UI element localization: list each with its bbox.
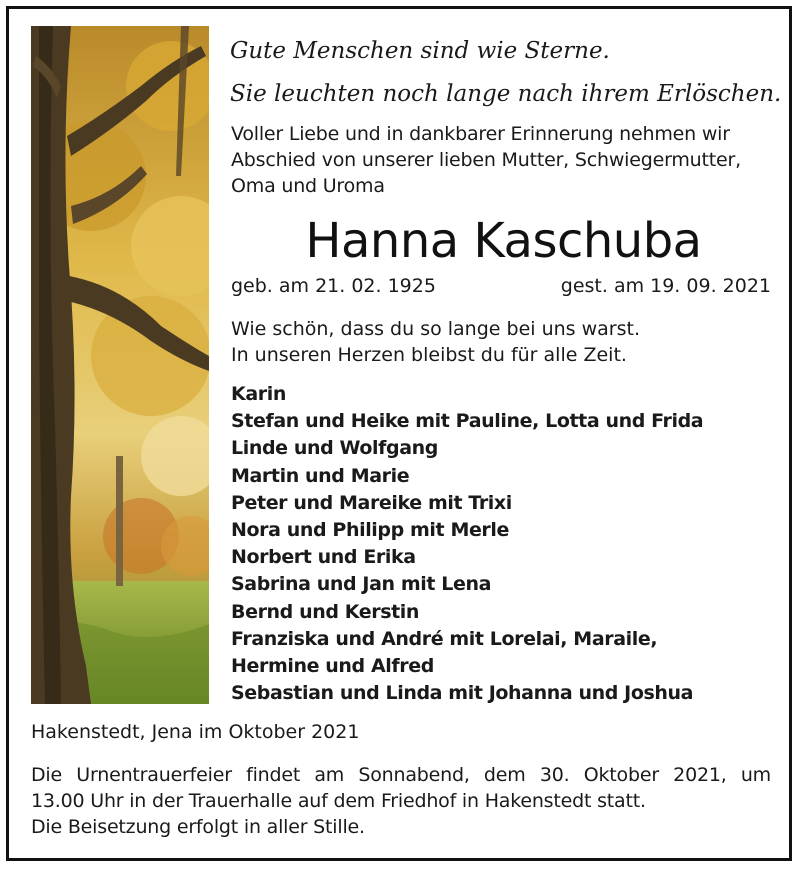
family-member: Sebastian und Linda mit Johanna und Joshua [231,682,694,705]
memorial-quote [230,30,781,116]
family-member: Karin [231,383,286,405]
family-member: Hermine und Alfred [231,655,434,678]
death-date: gest. am 19. 09. 2021 [560,275,771,297]
family-member: Nora und Philipp mit Merle [231,519,510,542]
family-member: Norbert und Erika [231,546,416,569]
family-member: Bernd und Kerstin [231,600,420,623]
farewell-verse [231,316,776,368]
verse-line-2: In unseren Herzen bleibst du für alle Zeit. [231,344,627,366]
birth-date: geb. am 21. 02. 1925 [231,275,436,297]
family-member: Peter und Mareike mit Trixi [231,491,512,514]
intro-text: Voller Liebe und in dankbarer Erinnerung nehmen wir Abschied von unserer lieben Mutter, Schwiegermutter, Oma und Uroma [231,123,741,197]
place-and-date: Hakenstedt, Jena im Oktober 2021 [31,721,360,743]
autumn-tree-photo [31,26,209,704]
notice-line-2: 13.00 Uhr in der Trauerhalle auf dem Friedhof in Hakenstedt statt. [31,790,646,812]
family-list [231,381,776,707]
family-member: Sabrina und Jan mit Lena [231,573,491,596]
notice-line-1: Die Urnentrauerfeier findet am Sonnabend, dem 30. Oktober 2021, um [31,764,771,786]
notice-line-3: Die Beisetzung erfolgt in aller Stille. [31,816,365,838]
family-member: Linde und Wolfgang [231,437,438,460]
funeral-notice [31,762,771,840]
quote-line-1: Gute Menschen sind wie Sterne. [230,38,610,64]
quote-line-2: Sie leuchten noch lange nach ihrem Erlöschen. [230,81,782,107]
life-dates [231,274,771,298]
family-member: Martin und Marie [231,464,410,487]
deceased-name: Hanna Kaschuba [305,213,702,269]
family-member: Franziska und André mit Lorelai, Maraile, [231,627,658,650]
family-member: Stefan und Heike mit Pauline, Lotta und Frida [231,410,704,433]
verse-line-1: Wie schön, dass du so lange bei uns warst. [231,318,640,340]
